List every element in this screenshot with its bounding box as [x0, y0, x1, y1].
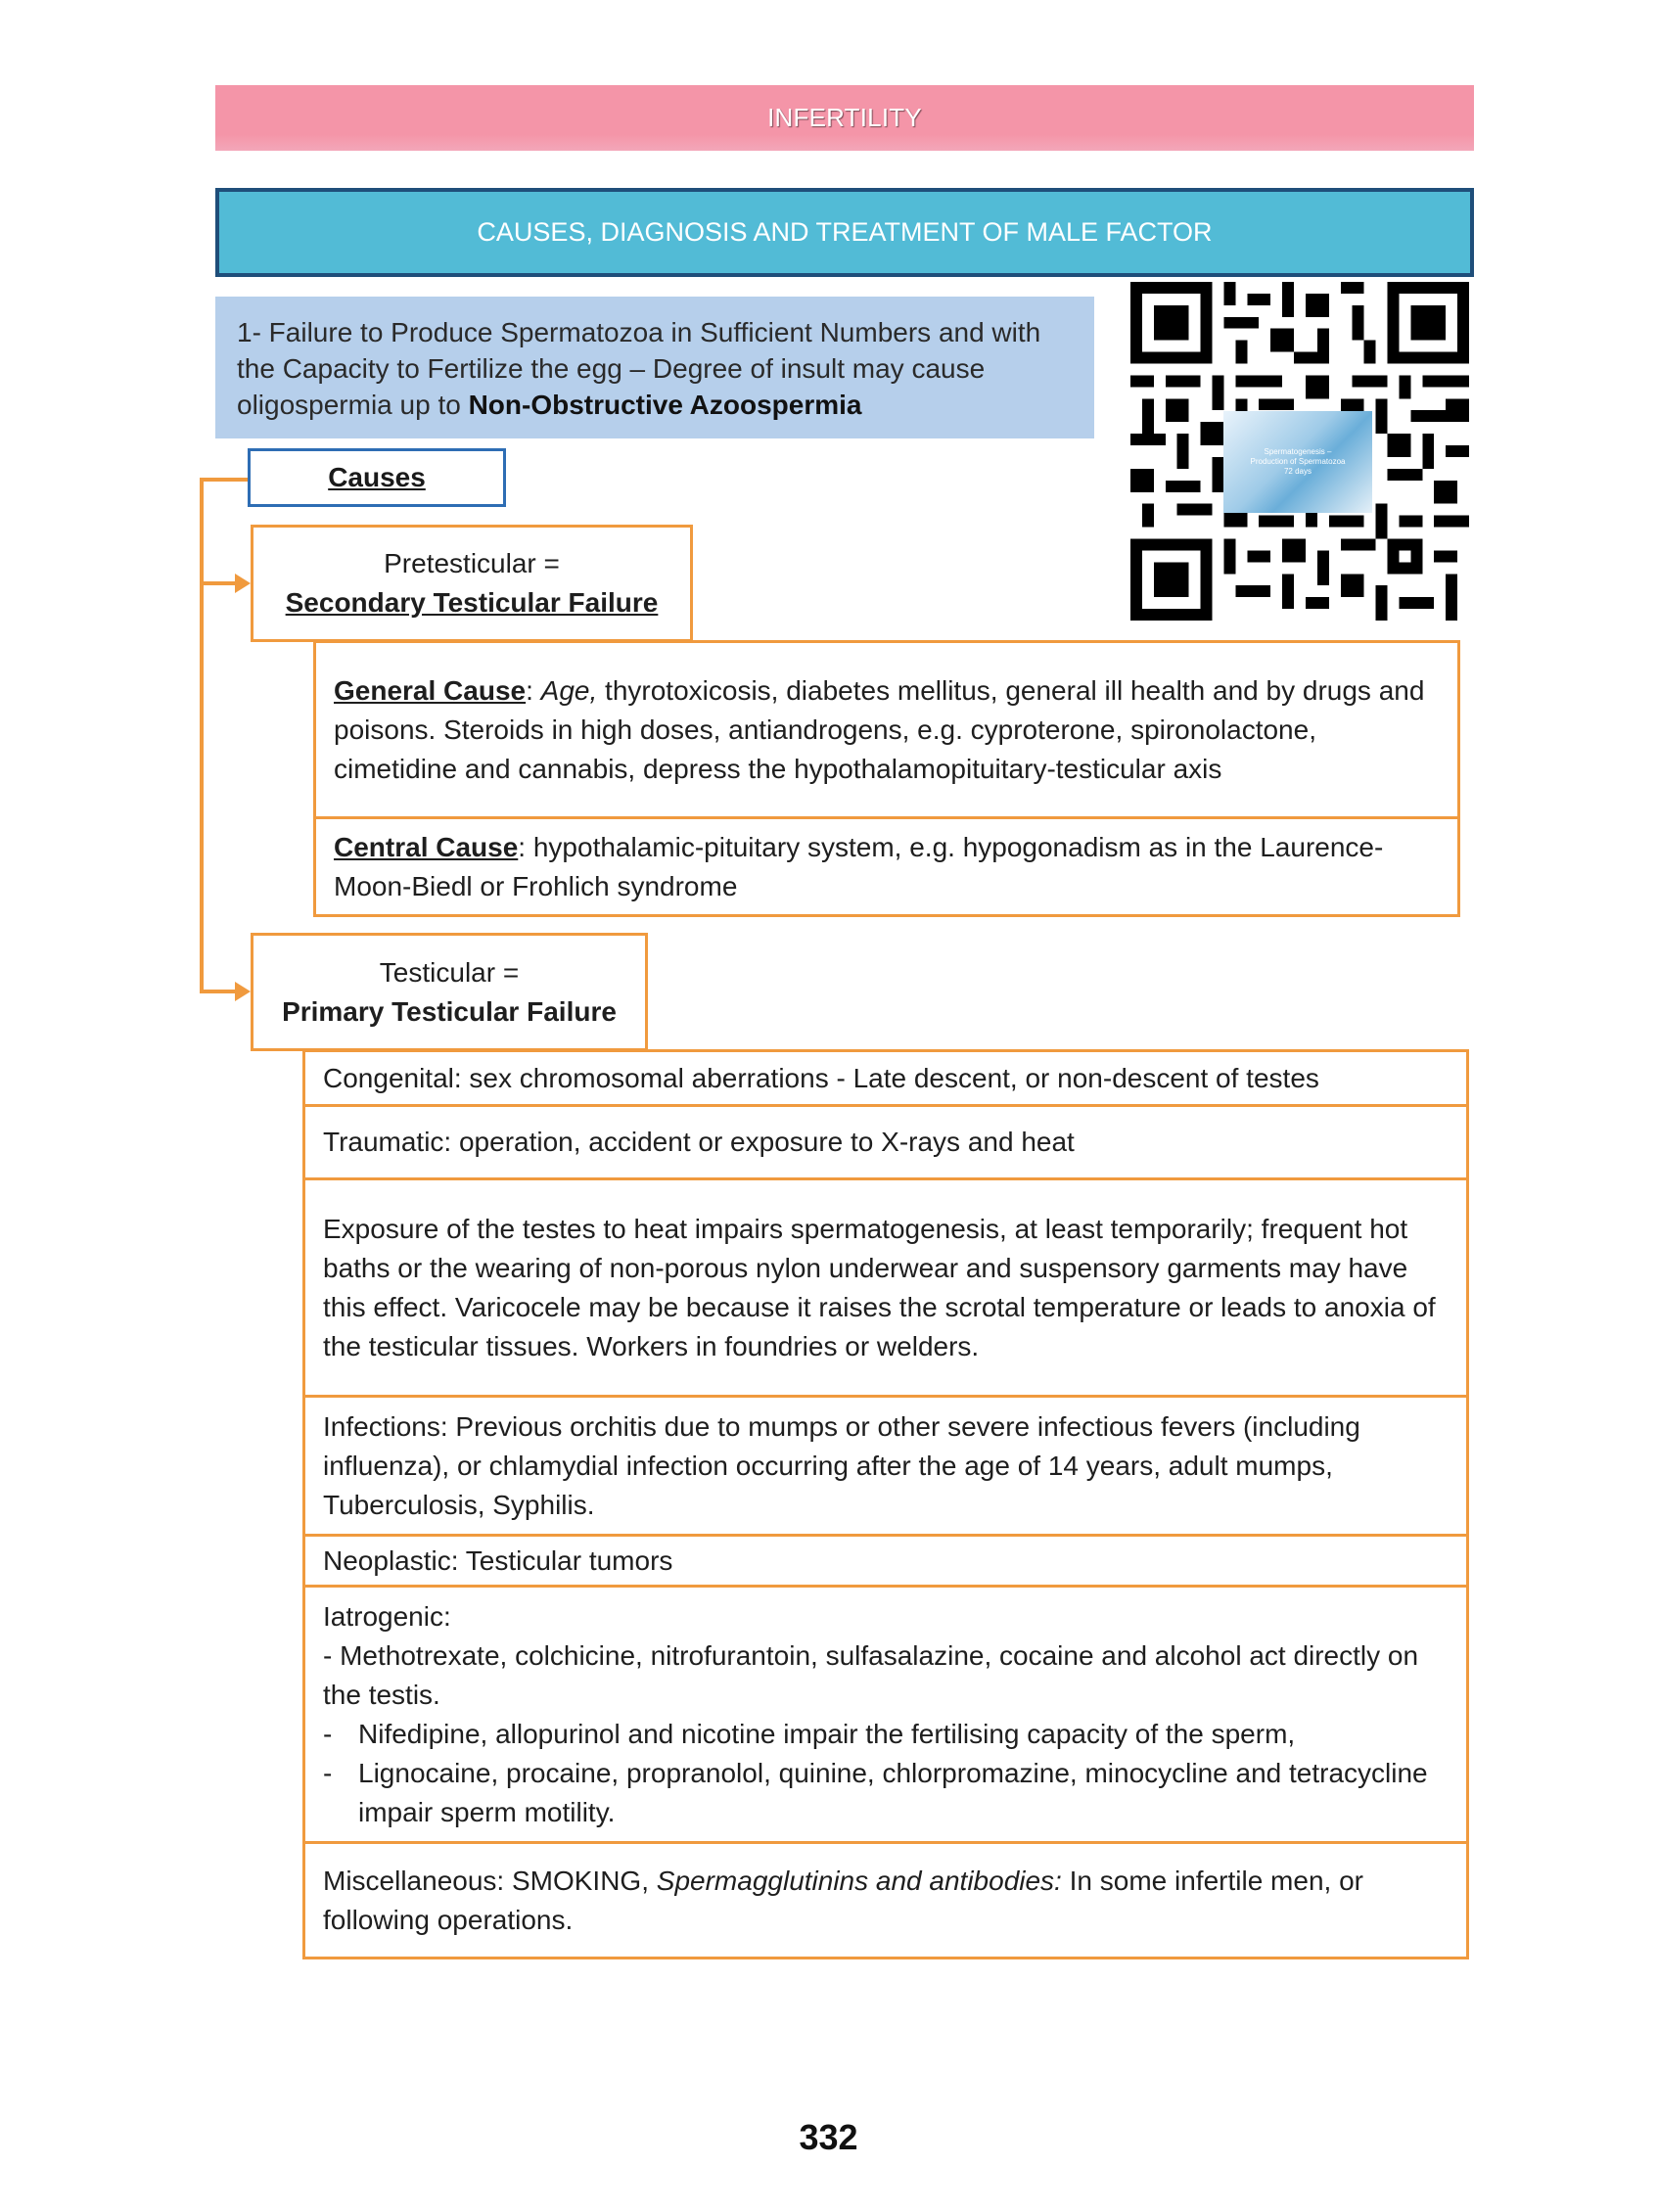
section-title: CAUSES, DIAGNOSIS AND TREATMENT OF MALE FACTOR — [477, 217, 1213, 247]
list-item-traumatic — [305, 1107, 1466, 1180]
pretesticular-box — [251, 525, 693, 642]
list-item-neoplastic — [305, 1537, 1466, 1588]
infections-text: Infections: Previous orchitis due to mumps or other severe infectious fevers (including influenza), or chlamydial infection occurring after the age of 14 years, adult mumps, Tuberculosis, Syphilis. — [323, 1410, 1360, 1520]
iatrogenic-bullet-text: Lignocaine, procaine, propranolol, quinine, chlorpromazine, minocycline and tetracycline impair sperm motility. — [358, 1757, 1428, 1827]
section-title-bar — [215, 188, 1474, 277]
list-item-iatrogenic — [305, 1588, 1466, 1844]
testicular-causes-list — [302, 1049, 1469, 1959]
pretesticular-line1: Pretesticular = — [384, 548, 560, 578]
pretesticular-causes-list — [313, 640, 1460, 917]
qr-caption-line: Production of Spermatozoa — [1250, 457, 1346, 466]
central-cause-text: : hypothalamic-pituitary system, e.g. hypogonadism as in the Laurence-Moon-Biedl or Frohlich syndrome — [334, 831, 1384, 901]
general-cause-text: thyrotoxicosis, diabetes mellitus, general ill health and by drugs and poisons. Steroids in high doses, antiandrogens, e.g. cyproterone, spironolactone, cimetidine and cannabis, depress the hypothalamopituitary-testicular axis — [334, 674, 1425, 784]
connector-vertical-line — [200, 478, 204, 993]
connector-pretesticular-line — [200, 581, 239, 585]
intro-bold: Non-Obstructive Azoospermia — [468, 390, 862, 420]
iatrogenic-bullet — [323, 1754, 1449, 1832]
intro-box — [215, 297, 1094, 438]
misc-suffix: In some infertile men, or following operations. — [323, 1865, 1363, 1935]
causes-heading-box — [248, 448, 506, 507]
iatrogenic-line1: - Methotrexate, colchicine, nitrofurantoin, sulfasalazine, cocaine and alcohol act directly on the testis. — [323, 1639, 1419, 1710]
pretesticular-line2: Secondary Testicular Failure — [285, 587, 659, 618]
qr-caption-line: Spermatogenesis – — [1264, 447, 1332, 456]
general-cause-label: General Cause — [334, 674, 527, 706]
testicular-line2: Primary Testicular Failure — [282, 995, 617, 1027]
arrow-right-icon — [235, 574, 251, 593]
iatrogenic-bullet — [323, 1715, 1449, 1754]
page-number: 332 — [799, 2117, 858, 2157]
misc-prefix: Miscellaneous: SMOKING, — [323, 1865, 657, 1896]
iatrogenic-bullet-text: Nifedipine, allopurinol and nicotine impair the fertilising capacity of the sperm, — [358, 1718, 1296, 1749]
list-item-miscellaneous — [305, 1844, 1466, 1957]
qr-center-image — [1223, 411, 1372, 513]
dash-bullet-icon: - — [323, 1718, 333, 1749]
central-cause-label: Central Cause — [334, 831, 519, 862]
qr-caption-line: 72 days — [1283, 467, 1312, 476]
misc-italic: Spermagglutinins and antibodies: — [656, 1865, 1062, 1896]
heat-exposure-text: Exposure of the testes to heat impairs spermatogenesis, at least temporarily; frequent hot baths or the wearing of non-porous nylon underwear and suspensory garments may have this effect. Varicocele may be because it raises the scrotal temperature or leads to anoxia of the testicular tissues. Workers in foundries or welders. — [323, 1213, 1436, 1361]
neoplastic-text: Neoplastic: Testicular tumors — [323, 1544, 673, 1576]
list-item-congenital — [305, 1052, 1466, 1107]
traumatic-text: Traumatic: operation, accident or exposure to X-rays and heat — [323, 1127, 1075, 1157]
list-item-central-cause — [316, 819, 1457, 914]
testicular-line1: Testicular = — [379, 956, 520, 988]
chapter-title: INFERTILITY — [767, 103, 922, 132]
dash-bullet-icon: - — [323, 1757, 333, 1788]
connector-causes-line — [200, 478, 249, 482]
general-cause-italic: Age, — [540, 674, 598, 706]
list-item-heat-exposure — [305, 1180, 1466, 1398]
testicular-box — [251, 933, 648, 1051]
congenital-text: Congenital: sex chromosomal aberrations - Late descent, or non-descent of testes — [323, 1062, 1319, 1093]
arrow-right-icon — [235, 982, 251, 1001]
list-item-infections — [305, 1398, 1466, 1537]
list-item-general-cause: General Cause: Age, thyrotoxicosis, diabetes mellitus, general ill health and by drugs and poisons. Steroids in high doses, antiandrogens, e.g. cyproterone, spironolactone, cimetidine and cannabis, depress the hypothalamopituitary-testicular axis — [316, 643, 1457, 819]
iatrogenic-heading: Iatrogenic: — [323, 1600, 451, 1632]
connector-testicular-line — [200, 990, 239, 993]
causes-heading: Causes — [328, 462, 426, 492]
intro-text: 1- Failure to Produce Spermatozoa in Sufficient Numbers and with the Capacity to Fertilize the egg – Degree of insult may cause oligospermia up to — [237, 317, 1041, 420]
chapter-title-bar — [215, 85, 1474, 151]
